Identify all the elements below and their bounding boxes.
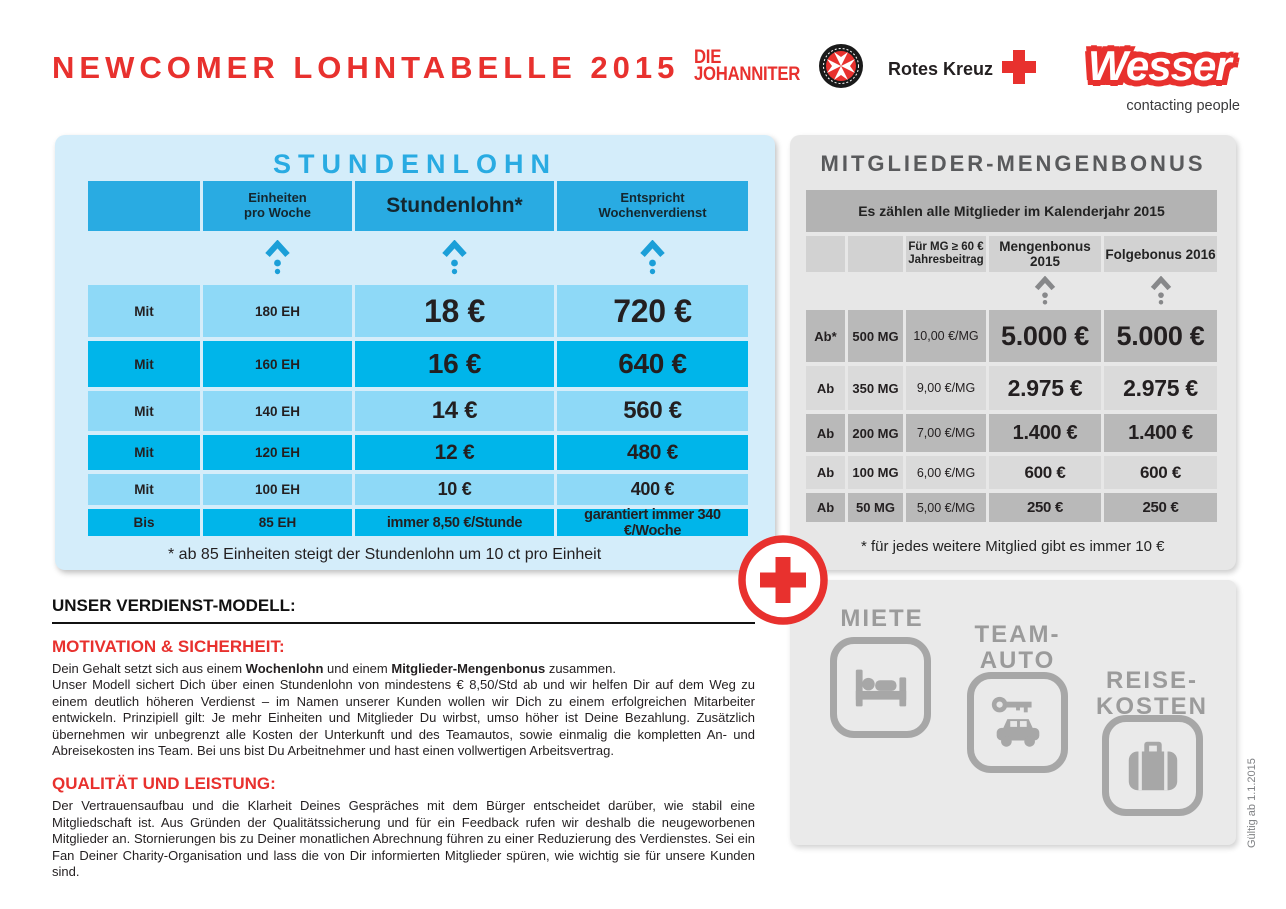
mengenbonus-header-row [806,236,1217,272]
wesser-logo [1078,36,1240,114]
car-key-icon [967,672,1068,773]
johanniter-badge-icon [818,43,864,94]
trend-up-icon [203,235,352,281]
table-row: Ab* 500 MG 10,00 €/MG 5.000 € 5.000 € [806,310,1217,362]
trend-up-icon [1104,276,1217,306]
stundenlohn-header-week: Entspricht Wochenverdienst [557,181,748,231]
johanniter-logo [694,49,800,84]
mengenbonus-banner: Es zählen alle Mitglieder im Kalenderjahr 2015 [806,190,1217,232]
trend-up-icon [989,276,1101,306]
stundenlohn-header-units: Einheiten pro Woche [203,181,352,231]
stundenlohn-title: STUNDENLOHN [273,149,557,179]
plus-circle-icon [737,534,829,631]
wesser-logo-text: Wesser [1088,42,1231,89]
table-row: Mit 180 EH 18 € 720 € [88,285,748,337]
stundenlohn-header-empty [88,181,200,231]
mengenbonus-title: MITGLIEDER-MENGENBONUS [820,151,1206,176]
johanniter-logo-line2: JOHANNITER [694,64,801,86]
table-row: Mit 100 EH 10 € 400 € [88,474,748,505]
mengenbonus-footnote: * für jedes weitere Mitglied gibt es immer 10 € [861,538,1165,555]
mengenbonus-table [806,190,1217,555]
qualitaet-paragraph: Der Vertrauensaufbau und die Klarheit Deines Gespräches mit dem Bürger entscheidet darüber, wie stabil eine Mitgliedschaft ist. Aus Gründen der Qualitätssicherung und für ein Feedback rufen wir deshalb die neugeworbenen Mitglieder an. Stornierungen bis zu Deiner monatlichen Abrechnung führen zu einer Reduzierung des Verdienstes. Sei ein Fan Deiner Charity-Organisation und lass die von Dir informierten Mitglieder spüren, wie wichtig sie für unsere Kunden sind. [52,798,755,880]
stundenlohn-arrow-row [88,235,748,281]
page-title: NEWCOMER LOHNTABELLE 2015 [52,50,680,85]
mengenbonus-header-2015: Mengenbonus 2015 [989,236,1101,272]
stundenlohn-footnote: * ab 85 Einheiten steigt der Stundenlohn um 10 ct pro Einheit [168,546,602,563]
rotes-kreuz-label: Rotes Kreuz [888,59,994,79]
table-row: Ab 100 MG 6,00 €/MG 600 € 600 € [806,456,1217,489]
table-row: Mit 140 EH 14 € 560 € [88,391,748,431]
bed-icon [830,637,931,738]
stundenlohn-header-wage: Stundenlohn* [355,181,554,231]
trend-up-icon [557,235,748,281]
mengenbonus-header-2016: Folgebonus 2016 [1104,236,1217,272]
table-row: Bis 85 EH immer 8,50 €/Stunde garantiert immer 340 €/Woche [88,509,748,536]
johanniter-logo-line1: DIE [694,47,722,68]
verdienst-modell-heading: UNSER VERDIENST-MODELL: [52,596,755,624]
stundenlohn-panel [55,135,775,570]
mengenbonus-header-rate: Für MG ≥ 60 € Jahresbeitrag [906,236,986,272]
stundenlohn-header-row [88,181,748,231]
motivation-heading: MOTIVATION & SICHERHEIT: [52,637,285,656]
suitcase-icon [1102,715,1203,816]
reisekosten-label: REISE- KOSTEN [1095,667,1208,721]
verdienst-modell-section [52,596,755,880]
benefits-panel [790,580,1236,845]
miete-label: MIETE [840,605,924,632]
table-row: Mit 120 EH 12 € 480 € [88,435,748,470]
mengenbonus-arrow-row [806,276,1217,306]
motivation-paragraph: Dein Gehalt setzt sich aus einem Wochenlohn und einem Mitglieder-Mengenbonus zusammen. Unser Modell sichert Dich über einen Stundenlohn von mindestens € 8,50/Std ab und wir helfen Dir auf dem Weg zu einem deutlich höheren Verdienst – im Namen unserer Kunden wollen wir Dich zu einem erfolgreichen Mitarbeiter entwickeln. Prinzipiell gilt: Je mehr Einheiten und Mitglieder Du wirbst, umso höher ist Deine Bezahlung. Zusätzlich übernehmen wir unbegrenzt alle Kosten der Unterkunft und des Teamautos, sowie einmalig die kompletten An- und Abreisekosten ins Team. Bei uns bist Du Arbeitnehmer und hast einen vollwertigen Arbeitsvertrag. [52,661,755,759]
table-row: Ab 50 MG 5,00 €/MG 250 € 250 € [806,493,1217,522]
qualitaet-heading: QUALITÄT UND LEISTUNG: [52,774,276,794]
wesser-tagline: contacting people [1126,98,1240,114]
table-row: Ab 350 MG 9,00 €/MG 2.975 € 2.975 € [806,366,1217,410]
mengenbonus-panel [790,135,1236,570]
stundenlohn-table [88,181,748,564]
table-row: Ab 200 MG 7,00 €/MG 1.400 € 1.400 € [806,414,1217,452]
table-row: Mit 160 EH 16 € 640 € [88,341,748,387]
trend-up-icon [355,235,554,281]
teamauto-label: TEAM- AUTO [974,621,1061,675]
rotes-kreuz-logo [888,50,1036,89]
validity-note: Gültig ab 1.1.2015 [1246,758,1258,848]
red-cross-icon [1002,50,1036,89]
